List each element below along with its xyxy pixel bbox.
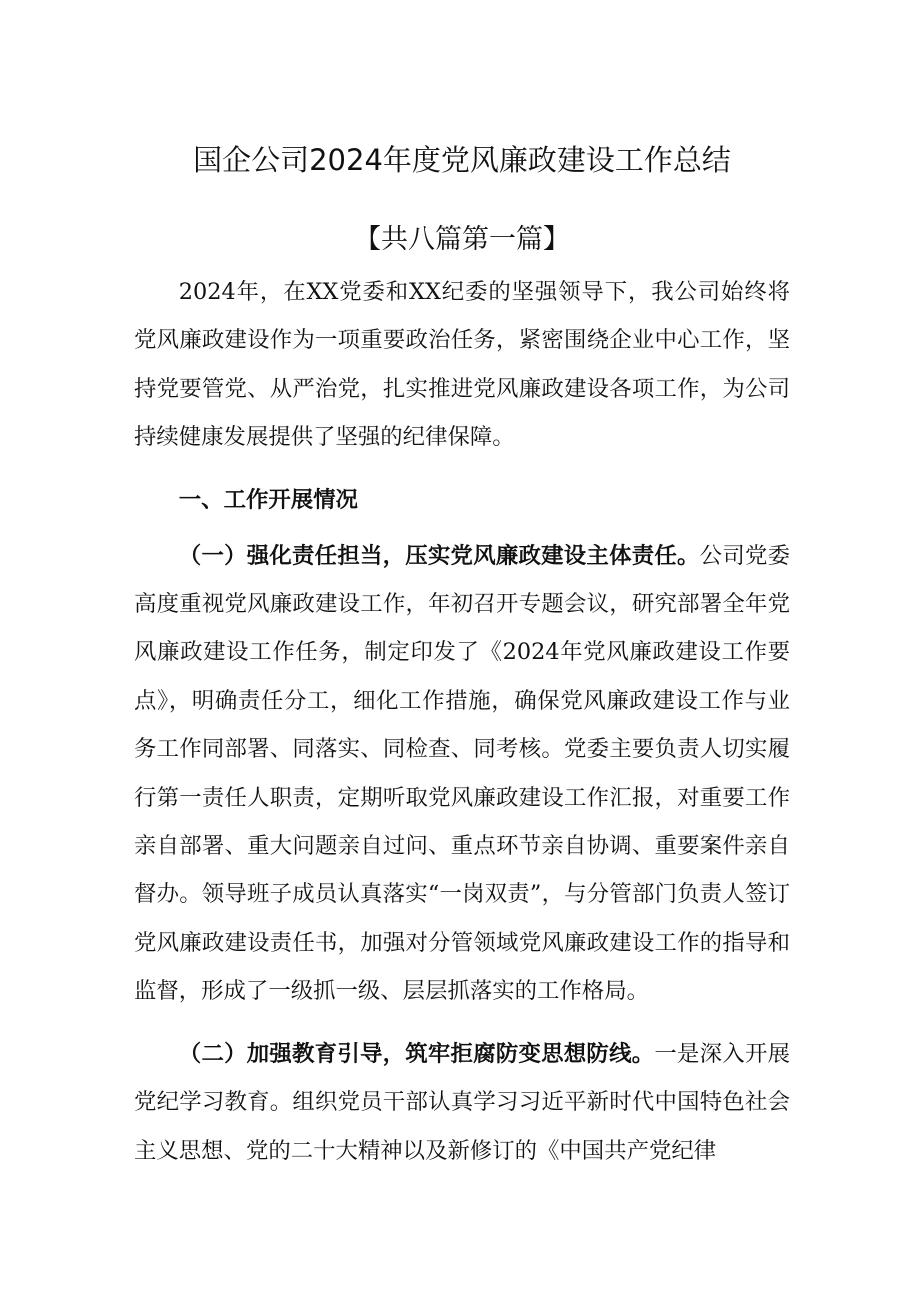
item-one-body: 公司党委高度重视党风廉政建设工作，年初召开专题会议，研究部署全年党风廉政建设工作任务，制定印发了《2024年党风廉政建设工作要点》，明确责任分工，细化工作措施，确保党风廉政建设工作与业务工作同部署、同落实、同检查、同考核。党委主要负责人切实履行第一责任人职责，定期听取党风廉政建设工作汇报，对重要工作亲自部署、重大问题亲自过问、重点环节亲自协调、重要案件亲自督办。领导班子成员认真落实“一岗双责”，与分管部门负责人签订党风廉政建设责任书，加强对分管领域党风廉政建设工作的指导和监督，形成了一级抓一级、层层抓落实的工作格局。 (134, 542, 791, 1005)
item-two-paragraph (134, 1030, 790, 1175)
document-title: 国企公司2024年度党风廉政建设工作总结 (193, 143, 731, 177)
item-two-lead: （二）加强教育引导，筑牢拒腐防变思想防线。 (178, 1040, 655, 1067)
intro-paragraph: 2024年，在XX党委和XX纪委的坚强领导下，我公司始终将党风廉政建设作为一项重要政治任务，紧密围绕企业中心工作，坚持党要管党、从严治党，扎实推进党风廉政建设各项工作，为公司持续健康发展提供了坚强的纪律保障。 (134, 279, 790, 451)
document-subtitle: 【共八篇第一篇】 (354, 224, 570, 255)
item-two-body: 一是深入开展党纪学习教育。组织党员干部认真学习习近平新时代中国特色社会主义思想、党的二十大精神以及新修订的《中国共产党纪律 (134, 1040, 791, 1164)
section-heading: 一、工作开展情况 (178, 486, 358, 513)
item-one-paragraph (134, 532, 790, 1016)
item-one-lead: （一）强化责任担当，压实党风廉政建设主体责任。 (178, 542, 700, 569)
